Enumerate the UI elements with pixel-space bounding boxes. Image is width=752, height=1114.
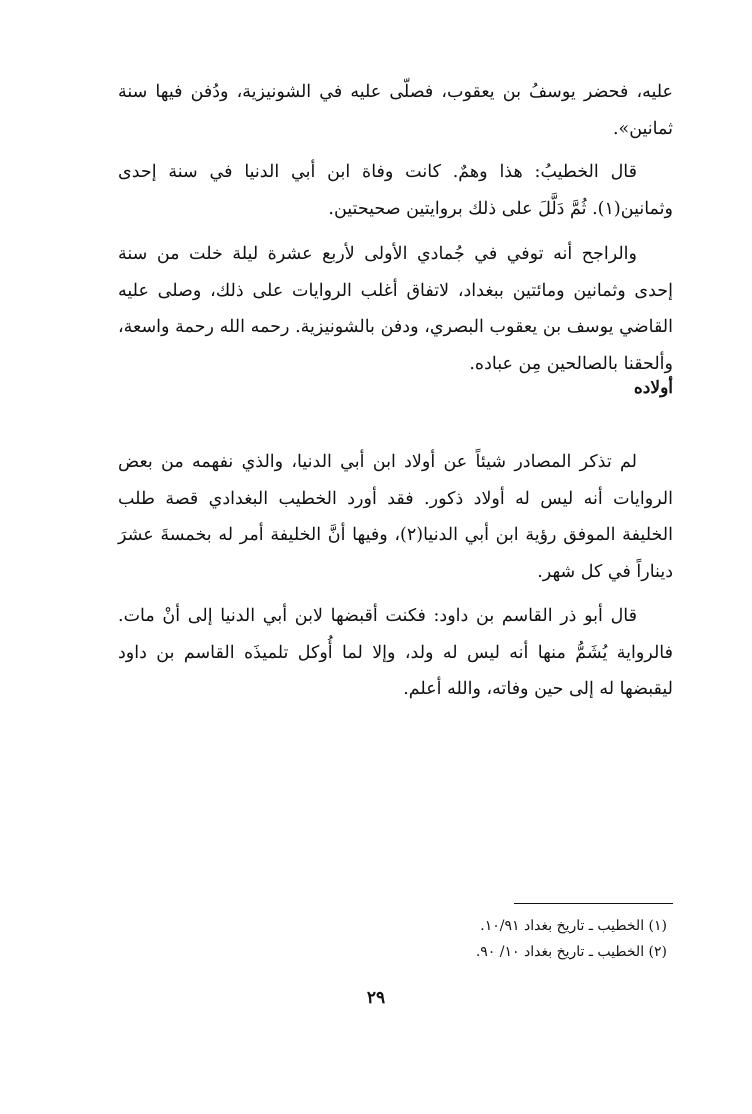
body-paragraph (118, 598, 673, 708)
body-paragraph (118, 444, 673, 590)
footnote-1: (١) الخطيب ـ تاريخ بغداد ١٠/٩١. (480, 918, 667, 934)
section-heading: أولاده (633, 378, 673, 398)
paragraph-text: عليه، فحضر يوسفُ بن يعقوب، فصلّى عليه في الشونيزية، ودُفن فيها سنة ثمانين». (118, 82, 673, 139)
body-paragraph (118, 154, 673, 227)
paragraph-text: والراجح أنه توفي في جُمادي الأولى لأربع عشرة ليلة خلت من سنة إحدى وثمانين ومائتين ببغداد، لاتفاق أغلب الروايات على ذلك، وصلى عليه القاضي يوسف بن يعقوب البصري، ودفن بالشونيزية. رحمه الله رحمة واسعة، وألحقنا بالصالحين مِن عباده. (118, 244, 673, 374)
paragraph-text: لم تذكر المصادر شيئاً عن أولاد ابن أبي الدنيا، والذي نفهمه من بعض الروايات أنه ليس له أولاد ذكور. فقد أورد الخطيب البغدادي قصة طلب الخليفة الموفق رؤية ابن أبي الدنيا(٢)، وفيها أنَّ الخليفة أمر له بخمسةَ عشرَ ديناراً في كل شهر. (118, 452, 673, 582)
body-paragraph (118, 74, 673, 147)
footnotes (118, 913, 667, 965)
body-paragraph (118, 236, 673, 382)
footnote-divider (514, 903, 673, 904)
paragraph-text: قال الخطيبُ: هذا وهمٌ. كانت وفاة ابن أبي الدنيا في سنة إحدى وثمانين(١). ثُمَّ دَلَّلَ على ذلك بروايتين صحيحتين. (118, 162, 673, 219)
page-number: ٢٩ (366, 988, 386, 1008)
paragraph-text: قال أبو ذر القاسم بن داود: فكنت أقبضها لابن أبي الدنيا إلى أنْ مات. فالرواية يُشَمُّ منها أنه ليس له ولد، وإلا لما أُوكل تلميذَه القاسم بن داود ليقبضها له إلى حين وفاته، والله أعلم. (118, 606, 673, 699)
footnote-2: (٢) الخطيب ـ تاريخ بغداد ١٠/ ٩٠. (475, 944, 667, 960)
